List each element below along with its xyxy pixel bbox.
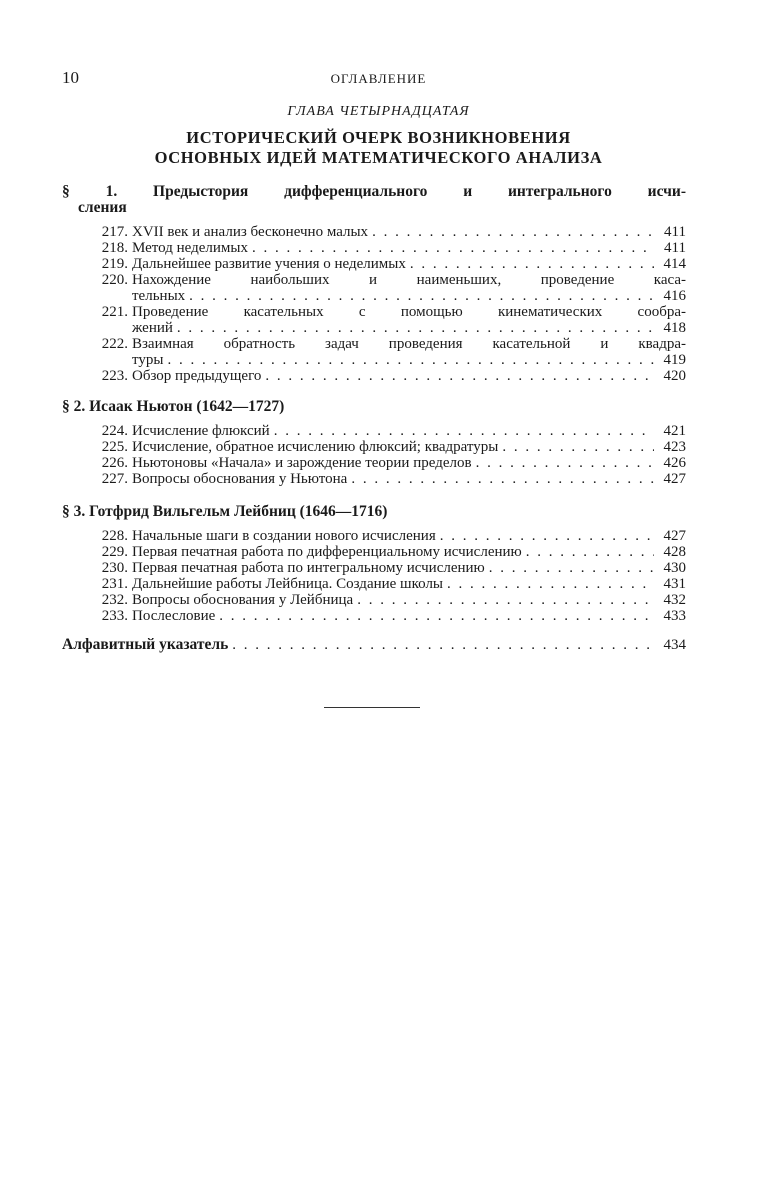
entry-number: 230. (101, 560, 128, 576)
entry-number: 217. (101, 224, 128, 240)
entry-title-continuation: жений (132, 320, 173, 336)
toc-entry[interactable] (62, 471, 686, 487)
entry-page: 418 (663, 320, 686, 336)
entry-title: Дальнейшее развитие учения о неделимых (132, 256, 406, 272)
entry-page: 414 (663, 256, 686, 272)
entry-page: 421 (663, 423, 686, 439)
chapter-title-line: ОСНОВНЫХ ИДЕЙ МАТЕМАТИЧЕСКОГО АНАЛИЗА (154, 148, 603, 167)
entry-title: Исчисление флюксий (132, 423, 270, 439)
entry-number: 222. (101, 336, 128, 352)
entry-page: 433 (663, 608, 686, 624)
toc-section (62, 184, 686, 384)
dot-leader (372, 224, 654, 240)
dot-leader (189, 288, 654, 304)
entry-number: 227. (101, 471, 128, 487)
dot-leader (489, 560, 654, 576)
entry-title: Исчисление, обратное исчислению флюксий; квадратуры (132, 439, 499, 455)
chapter-label: ГЛАВА ЧЕТЫРНАДЦАТАЯ (287, 104, 470, 119)
index-title: Алфавитный указатель (62, 636, 229, 653)
entry-title-continuation: тельных (132, 288, 186, 304)
entry-title: Ньютоновы «Начала» и зарождение теории пределов (132, 455, 472, 471)
toc-entry[interactable] (62, 423, 686, 439)
entry-title-continuation: туры (132, 352, 164, 368)
entry-page: 411 (664, 240, 686, 256)
entry-number: 218. (101, 240, 128, 256)
dot-leader (351, 471, 654, 487)
entry-title: Послесловие (132, 608, 216, 624)
toc-section (62, 399, 686, 487)
entry-title: Метод неделимых (132, 240, 248, 256)
entry-page: 427 (663, 471, 686, 487)
toc-entry[interactable] (62, 240, 686, 256)
toc-entry[interactable] (62, 368, 686, 384)
toc-section (62, 504, 686, 624)
closing-rule (324, 707, 420, 708)
dot-leader (252, 240, 654, 256)
toc-entry[interactable] (62, 455, 686, 471)
entry-number: 223. (101, 368, 128, 384)
index-page: 434 (663, 637, 686, 653)
entry-number: 233. (101, 608, 128, 624)
entry-number: 221. (101, 304, 128, 320)
entry-page: 431 (663, 576, 686, 592)
entry-page: 426 (663, 455, 686, 471)
toc-entry[interactable] (62, 544, 686, 560)
section-heading[interactable]: § 2. Исаак Ньютон (1642—1727) (62, 398, 285, 415)
running-head: ОГЛАВЛЕНИЕ (330, 71, 427, 86)
dot-leader (502, 439, 654, 455)
entry-page: 427 (663, 528, 686, 544)
entry-title: Обзор предыдущего (132, 368, 262, 384)
page-number: 10 (62, 68, 79, 87)
dot-leader (167, 352, 654, 368)
entry-title: Нахождение наибольших и наименьших, проведение каса- (132, 272, 686, 288)
entry-title: Взаимная обратность задач проведения касательной и квадра- (132, 336, 686, 352)
entry-page: 420 (663, 368, 686, 384)
entry-page: 432 (663, 592, 686, 608)
entry-page: 419 (663, 352, 686, 368)
section-heading[interactable]: § 1. Предыстория дифференциального и интегрального исчи- (62, 183, 686, 200)
section-heading-continuation[interactable]: сления (78, 199, 127, 216)
dot-leader (219, 608, 654, 624)
entry-number: 229. (101, 544, 128, 560)
entry-title: Начальные шаги в создании нового исчисления (132, 528, 436, 544)
index-entry[interactable] (62, 637, 686, 653)
toc-entry[interactable] (62, 272, 686, 304)
entry-number: 225. (101, 439, 128, 455)
entry-number: 224. (101, 423, 128, 439)
toc-entry[interactable] (62, 608, 686, 624)
entry-number: 226. (101, 455, 128, 471)
dot-leader (177, 320, 654, 336)
entry-title: Дальнейшие работы Лейбница. Создание школы (132, 576, 444, 592)
toc-entry[interactable] (62, 336, 686, 368)
entry-page: 423 (663, 439, 686, 455)
dot-leader (265, 368, 654, 384)
toc-entry[interactable] (62, 256, 686, 272)
entry-title: Первая печатная работа по интегральному исчислению (132, 560, 485, 576)
chapter-title-line: ИСТОРИЧЕСКИЙ ОЧЕРК ВОЗНИКНОВЕНИЯ (186, 128, 571, 147)
entry-page: 416 (663, 288, 686, 304)
dot-leader (232, 637, 654, 653)
chapter-title (0, 128, 757, 168)
table-of-contents (62, 184, 686, 653)
dot-leader (476, 455, 654, 471)
toc-entry[interactable] (62, 224, 686, 240)
entry-page: 430 (663, 560, 686, 576)
toc-entry[interactable] (62, 304, 686, 336)
toc-entry[interactable] (62, 439, 686, 455)
entry-number: 231. (101, 576, 128, 592)
entry-title: Проведение касательных с помощью кинематических сообра- (132, 304, 686, 320)
dot-leader (274, 423, 654, 439)
dot-leader (447, 576, 654, 592)
section-heading[interactable]: § 3. Готфрид Вильгельм Лейбниц (1646—1716) (62, 503, 388, 520)
dot-leader (440, 528, 654, 544)
toc-entry[interactable] (62, 576, 686, 592)
entry-page: 428 (663, 544, 686, 560)
entry-title: XVII век и анализ бесконечно малых (132, 224, 369, 240)
toc-entry[interactable] (62, 528, 686, 544)
entry-number: 219. (101, 256, 128, 272)
dot-leader (526, 544, 654, 560)
entry-number: 232. (101, 592, 128, 608)
entry-number: 220. (101, 272, 128, 288)
entry-number: 228. (101, 528, 128, 544)
dot-leader (410, 256, 654, 272)
entry-title: Вопросы обоснования у Ньютона (132, 471, 348, 487)
dot-leader (357, 592, 654, 608)
entry-title: Вопросы обоснования у Лейбница (132, 592, 354, 608)
entry-page: 411 (664, 224, 686, 240)
toc-entry[interactable] (62, 560, 686, 576)
entry-title: Первая печатная работа по дифференциальному исчислению (132, 544, 522, 560)
toc-entry[interactable] (62, 592, 686, 608)
